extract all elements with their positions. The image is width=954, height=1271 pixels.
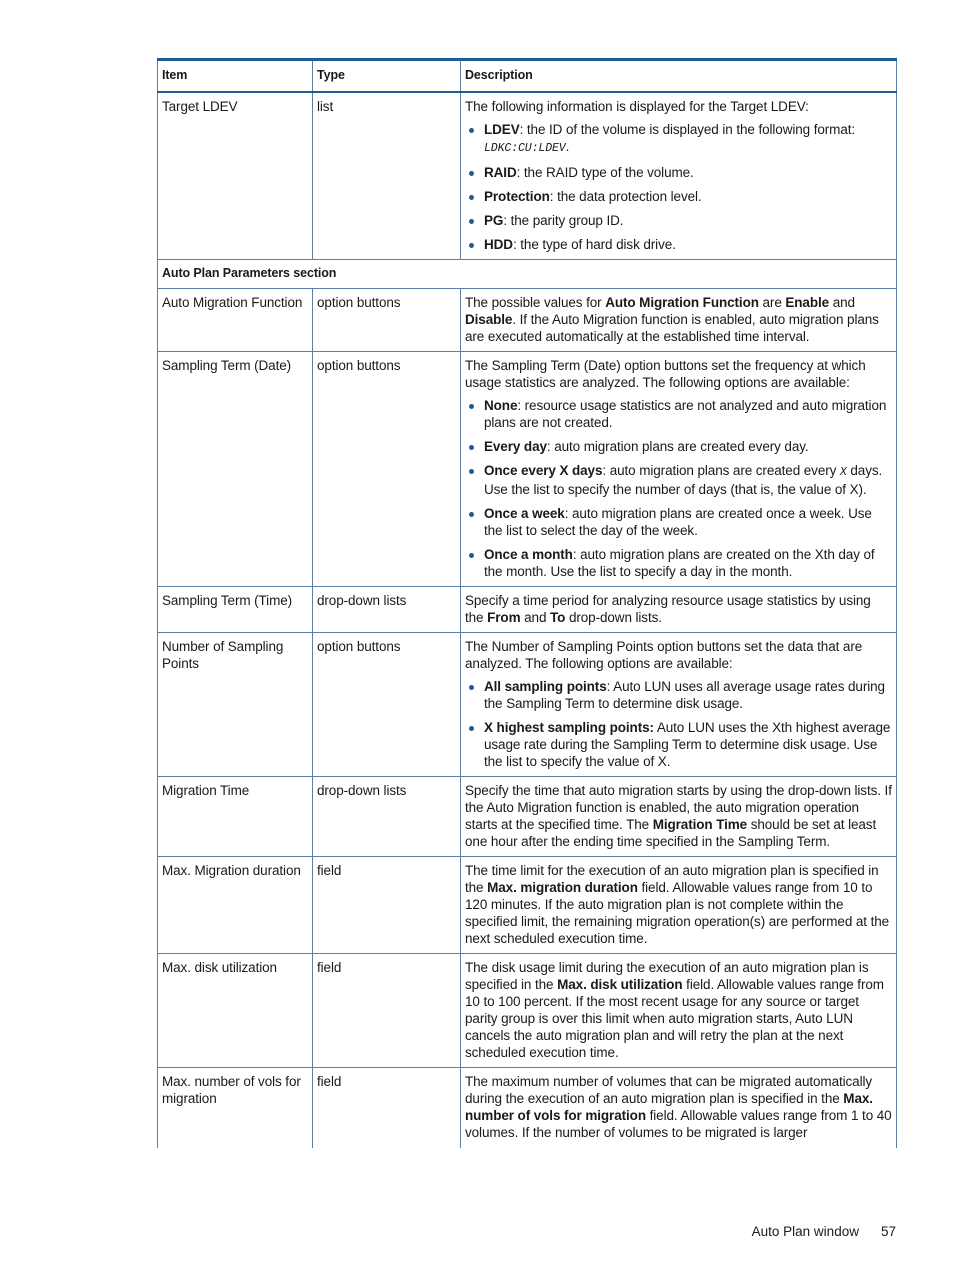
row-description	[461, 92, 897, 260]
row-type: option buttons	[313, 633, 461, 777]
term: Max. number of vols for migration	[465, 1091, 873, 1123]
list-item	[465, 678, 892, 712]
row-item: Migration Time	[158, 777, 313, 857]
table-row	[158, 857, 897, 954]
table-row	[158, 1068, 897, 1149]
row-item: Target LDEV	[158, 92, 313, 260]
term: From	[487, 610, 521, 625]
term: Migration Time	[652, 817, 748, 832]
row-description	[461, 633, 897, 777]
text: : Auto LUN uses all average usage rates during the Sampling Term to determine disk usage.	[484, 679, 885, 711]
text: : auto migration plans are created every day.	[546, 439, 809, 454]
row-description	[461, 587, 897, 633]
text: .	[565, 139, 570, 154]
row-type: drop-down lists	[313, 587, 461, 633]
section-title: Auto Plan Parameters section	[158, 260, 897, 289]
list-item	[465, 462, 892, 498]
text: Specify the time that auto migration starts by using the drop-down lists. If the Auto Migration function is enabled, the auto migration operation starts at the specified time. The	[465, 783, 892, 832]
row-description	[461, 777, 897, 857]
table-header-row	[158, 60, 897, 93]
text: field. Allowable values range from 10 to 100 percent. If the most recent usage for any source or target parity group is over this limit when auto migration starts, Auto LUN cancels the auto migration plan and will retry the plan at the next scheduled execution time.	[465, 977, 884, 1060]
text: : the RAID type of the volume.	[516, 165, 694, 180]
term: HDD	[484, 237, 513, 252]
list-item	[465, 121, 892, 157]
text: : the ID of the volume is displayed in the following format:	[519, 122, 856, 137]
row-description	[461, 1068, 897, 1149]
page-number: 57	[880, 1224, 896, 1239]
text: : resource usage statistics are not analyzed and auto migration plans are not created.	[484, 398, 887, 430]
row-type: field	[313, 857, 461, 954]
text: : auto migration plans are created once a week. Use the list to select the day of the week.	[484, 506, 872, 538]
table-row	[158, 633, 897, 777]
row-type: drop-down lists	[313, 777, 461, 857]
page-footer	[752, 1223, 896, 1240]
term: All sampling points	[484, 679, 607, 694]
term: Disable	[465, 312, 513, 327]
text: field. Allowable values range from 1 to 40 volumes. If the number of volumes to be migrated is larger	[465, 1108, 892, 1140]
term: Once a week	[484, 506, 565, 521]
row-item: Max. number of vols for migration	[158, 1068, 313, 1149]
list-item	[465, 505, 892, 539]
term: None	[484, 398, 518, 413]
text: : auto migration plans are created on the Xth day of the month. Use the list to specify a day in the month.	[484, 547, 875, 579]
variable-x: X	[839, 466, 847, 479]
text: and	[520, 610, 551, 625]
term: To	[550, 610, 566, 625]
term: Enable	[785, 295, 830, 310]
list-item	[465, 212, 892, 229]
text: : the data protection level.	[549, 189, 702, 204]
table-row	[158, 587, 897, 633]
row-item: Max. disk utilization	[158, 954, 313, 1068]
text: : the type of hard disk drive.	[512, 237, 676, 252]
table-row	[158, 954, 897, 1068]
description-intro: The Sampling Term (Date) option buttons set the frequency at which usage statistics are analyzed. The following options are available:	[465, 358, 866, 390]
list-item	[465, 546, 892, 580]
text: : the parity group ID.	[503, 213, 624, 228]
text: are	[758, 295, 786, 310]
text: Auto LUN uses the Xth highest average usage rate during the Sampling Term to determine disk usage. Use the list to specify the value of X.	[484, 720, 891, 769]
row-description	[461, 954, 897, 1068]
list-item	[465, 397, 892, 431]
section-row	[158, 260, 897, 289]
term: X highest sampling points:	[484, 720, 654, 735]
text: . If the Auto Migration function is enabled, auto migration plans are executed automatically at the established time interval.	[465, 312, 879, 344]
row-item: Number of Sampling Points	[158, 633, 313, 777]
term: Max. disk utilization	[557, 977, 683, 992]
term: Max. migration duration	[487, 880, 638, 895]
row-item: Sampling Term (Time)	[158, 587, 313, 633]
header-item: Item	[158, 60, 313, 93]
header-description: Description	[461, 60, 897, 93]
term: Once every X days	[484, 463, 603, 478]
row-type: field	[313, 1068, 461, 1149]
footer-section-title: Auto Plan window	[751, 1224, 859, 1239]
list-item	[465, 719, 892, 770]
row-type: list	[313, 92, 461, 260]
text: Specify a time period for analyzing resource usage statistics by using the	[465, 593, 871, 625]
text: field. Allowable values range from 10 to 120 minutes. If the auto migration plan is not complete within the specified limit, the remaining migration operation(s) are performed at the next scheduled execution time.	[465, 880, 890, 946]
table-row	[158, 777, 897, 857]
table-row	[158, 92, 897, 260]
text: The time limit for the execution of an auto migration plan is specified in the	[465, 863, 879, 895]
bullet-list	[465, 121, 892, 253]
ldev-format: LDKC:CU:LDEV	[484, 142, 566, 155]
bullet-list	[465, 397, 892, 580]
term: Every day	[484, 439, 547, 454]
row-type: option buttons	[313, 289, 461, 352]
text: should be set at least one hour after the ending time specified in the Sampling Term.	[465, 817, 877, 849]
text: days. Use the list to specify the number of days (that is, the value of X).	[484, 463, 883, 497]
text: : auto migration plans are created every	[602, 463, 840, 478]
row-item: Sampling Term (Date)	[158, 352, 313, 587]
term: LDEV	[484, 122, 520, 137]
term: RAID	[484, 165, 517, 180]
row-description	[461, 857, 897, 954]
table-row	[158, 289, 897, 352]
list-item	[465, 438, 892, 455]
text: The maximum number of volumes that can be migrated automatically during the execution of an auto migration plan is specified in the	[465, 1074, 873, 1106]
header-type: Type	[313, 60, 461, 93]
list-item	[465, 164, 892, 181]
term: Auto Migration Function	[605, 295, 759, 310]
row-description	[461, 289, 897, 352]
row-item: Auto Migration Function	[158, 289, 313, 352]
text: drop-down lists.	[565, 610, 662, 625]
row-type: option buttons	[313, 352, 461, 587]
text: The disk usage limit during the execution of an auto migration plan is specified in the	[465, 960, 869, 992]
term: Once a month	[484, 547, 573, 562]
text: and	[829, 295, 855, 310]
term: Protection	[484, 189, 550, 204]
row-type: field	[313, 954, 461, 1068]
list-item	[465, 188, 892, 205]
row-item: Max. Migration duration	[158, 857, 313, 954]
table-row	[158, 352, 897, 587]
bullet-list	[465, 678, 892, 770]
list-item	[465, 236, 892, 253]
text: The possible values for	[465, 295, 606, 310]
term: PG	[484, 213, 504, 228]
row-description	[461, 352, 897, 587]
parameters-table	[157, 58, 897, 1148]
description-intro: The following information is displayed for the Target LDEV:	[465, 99, 809, 114]
description-intro: The Number of Sampling Points option buttons set the data that are analyzed. The following options are available:	[465, 639, 863, 671]
